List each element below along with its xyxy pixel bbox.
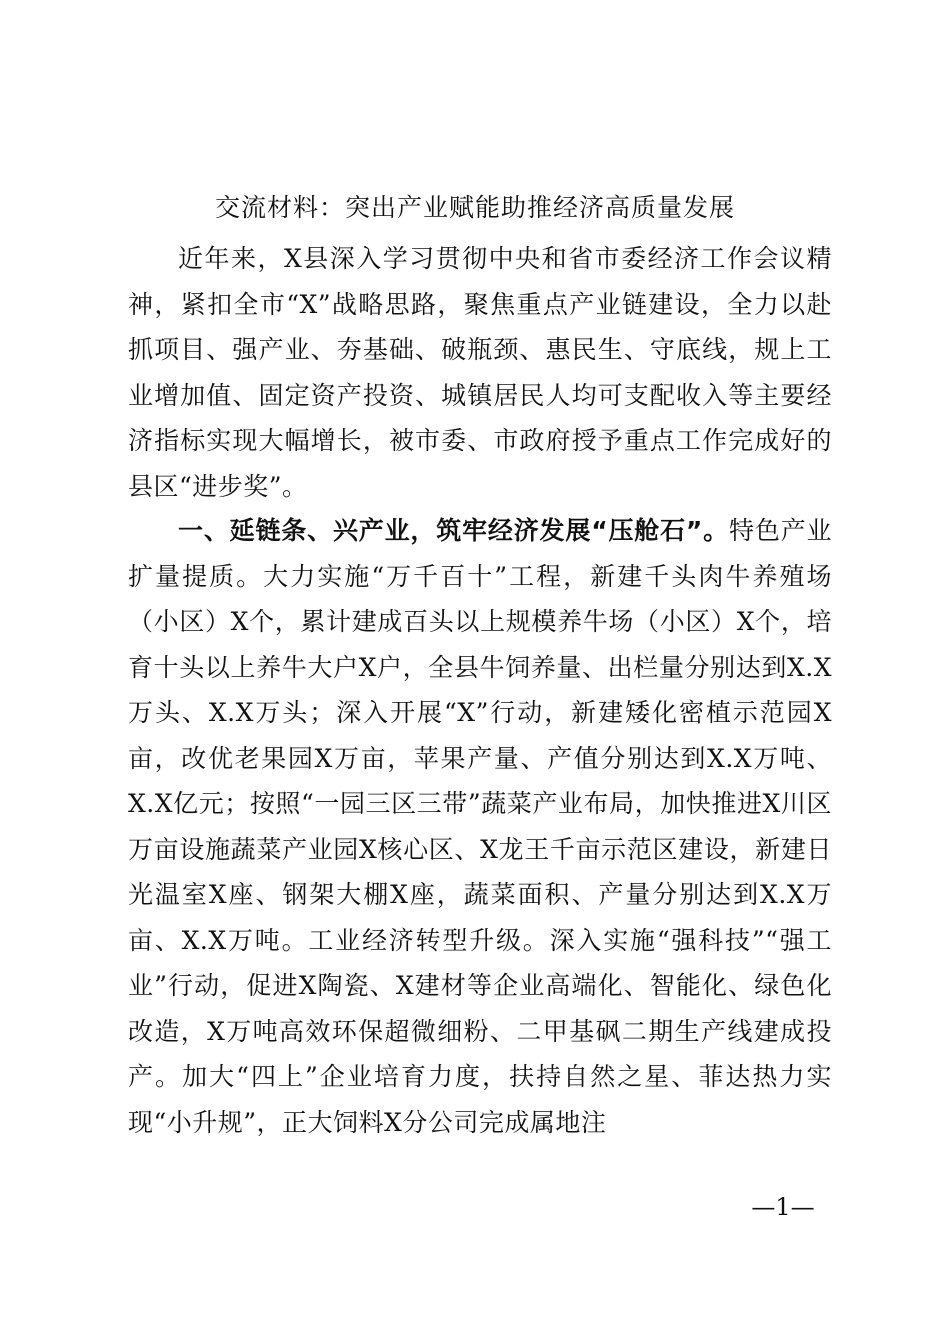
document-title: 交流材料：突出产业赋能助推经济高质量发展 <box>214 193 735 222</box>
paragraph-section-one <box>128 508 832 1145</box>
section-one-text: 特色产业扩量提质。大力实施“万千百十”工程，新建千头肉牛养殖场（小区）X个，累计建成百头以上规模养牛场（小区）X个，培育十头以上养牛大户X户，全县牛饲养量、出栏量分别达到X.X万头、X.X万头；深入开展“X”行动，新建矮化密植示范园X亩，改优老果园X万亩，苹果产量、产值分别达到X.X万吨、X.X亿元；按照“一园三区三带”蔬菜产业布局，加快推进X川区万亩设施蔬菜产业园X核心区、X龙王千亩示范区建设，新建日光温室X座、钢架大棚X座，蔬菜面积、产量分别达到X.X万亩、X.X万吨。工业经济转型升级。深入实施“强科技”“强工业”行动，促进X陶瓷、X建材等企业高端化、智能化、绿色化改造，X万吨高效环保超微细粉、二甲基砜二期生产线建成投产。加大“四上”企业培育力度，扶持自然之星、菲达热力实现“小升规”，正大饲料X分公司完成属地注 <box>128 516 832 1137</box>
section-one-heading: 一、延链条、兴产业，筑牢经济发展“压舱石”。 <box>178 516 729 545</box>
paragraph-intro <box>128 236 832 509</box>
paragraph-intro-text: 近年来，X县深入学习贯彻中央和省市委经济工作会议精神，紧扣全市“X”战略思路，聚焦重点产业链建设，全力以赴抓项目、强产业、夯基础、破瓶颈、惠民生、守底线，规上工业增加值、固定资产投资、城镇居民人均可支配收入等主要经济指标实现大幅增长，被市委、市政府授予重点工作完成好的县区“进步奖”。 <box>128 244 832 501</box>
page-number: —1— <box>751 1193 815 1221</box>
